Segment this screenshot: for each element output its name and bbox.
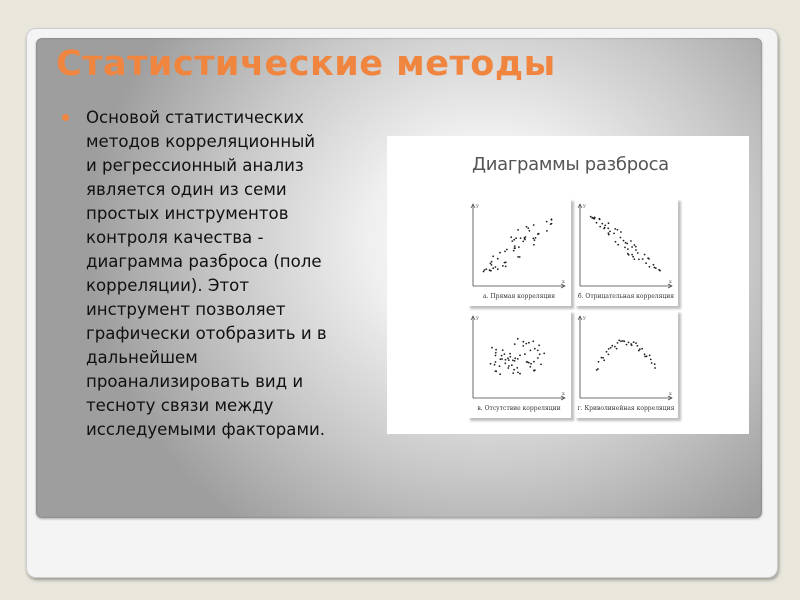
scatter-point [502,349,504,351]
scatter-point [637,345,639,347]
scatter-point [608,348,610,350]
body-line: диаграмма разброса (поле [86,252,322,271]
scatter-point [534,348,536,350]
body-line: является один из семи [86,180,287,199]
scatter-point [505,359,507,361]
scatter-point [598,361,600,363]
scatter-point [513,239,515,241]
scatter-point [539,353,541,355]
scatter-point [507,367,509,369]
scatter-point [551,219,553,221]
scatter-point [514,343,516,345]
scatter-point [624,247,626,249]
scatter-point [483,271,485,273]
scatter-point [630,240,632,242]
scatter-point [514,247,516,249]
y-axis-label: y [476,203,479,209]
scatter-point [525,236,527,238]
body-line: дальнейшем [86,348,198,367]
scatter-point [515,237,517,239]
scatter-point [608,222,610,224]
scatter-point [620,340,622,342]
scatter-point [499,373,501,375]
scatter-point [490,270,492,272]
scatter-point [649,266,651,268]
scatter-point [535,237,537,239]
scatter-point [506,249,508,251]
scatter-point [492,267,494,269]
scatter-point [511,240,513,242]
scatter-point [532,238,534,240]
bullet-dot-icon [62,114,69,121]
scatter-point [598,218,600,220]
scatter-point [654,367,656,369]
scatter-point [491,261,493,263]
scatter-point [631,254,633,256]
scatter-point [592,217,594,219]
scatter-point [644,353,646,355]
scatter-point [499,252,501,254]
scatter-point [631,246,633,248]
scatter-point [628,342,630,344]
scatter-point [508,365,510,367]
scatter-point [510,236,512,238]
y-axis-label: y [583,203,586,209]
scatter-point [626,243,628,245]
scatter-point [494,364,496,366]
scatter-point [614,346,616,348]
scatter-point [530,363,532,365]
scatter-point [537,233,539,235]
scatter-point [485,268,487,270]
scatter-point [514,360,516,362]
scatter-point [500,358,502,360]
body-line: Основой статистических [86,108,304,127]
scatter-point [517,358,519,360]
scatter-point [628,254,630,256]
scatter-plot [467,198,571,293]
scatter-point [492,255,494,257]
body-line: контроля качества - [86,228,264,247]
y-axis-label: y [476,315,479,321]
scatter-point [637,252,639,254]
scatter-point [546,230,548,232]
scatter-point [507,357,509,359]
scatter-point [617,229,619,231]
scatter-point [501,358,503,360]
scatter-point [490,263,492,265]
scatter-point [654,267,656,269]
scatter-point [491,264,493,266]
scatter-point [610,347,612,349]
scatter-point [516,367,518,369]
scatter-point [543,353,545,355]
scatter-point [601,357,603,359]
scatter-point [512,372,514,374]
scatter-point [495,355,497,357]
scatter-point [504,251,506,253]
scatter-point [490,363,492,365]
body-line: исследуемыми факторами. [86,420,326,439]
scatter-point [519,256,521,258]
x-axis-label: x [562,279,565,285]
scatter-point [495,352,497,354]
scatter-point [533,244,535,246]
scatter-point [511,364,513,366]
scatter-point [602,357,604,359]
scatter-point [537,350,539,352]
scatter-point [495,370,497,372]
body-text [86,106,386,442]
scatter-point [608,232,610,234]
scatter-point [497,258,499,260]
scatter-point [646,355,648,357]
scatter-point [524,239,526,241]
scatter-point [540,364,542,366]
scatter-point [613,233,615,235]
diagram-title: Диаграммы разброса [472,154,669,175]
scatter-point [609,231,611,233]
scatter-point [522,341,524,343]
scatter-point [504,262,506,264]
scatter-point [546,221,548,223]
scatter-point [647,257,649,259]
scatter-point [513,369,515,371]
scatter-point [505,266,507,268]
scatter-point [526,361,528,363]
scatter-point [495,349,497,351]
panel-caption: г. Криволинейная корреляция [577,405,675,412]
scatter-point [641,348,643,350]
scatter-point [603,228,605,230]
scatter-point [491,347,493,349]
scatter-point [633,244,635,246]
body-line: простых инструментов [86,204,289,223]
scatter-point [533,224,535,226]
scatter-point [623,340,625,342]
scatter-point [514,357,516,359]
body-line: проанализировать вид и [86,372,304,391]
scatter-point [608,354,610,356]
x-axis-label: x [562,391,565,397]
scatter-point [617,342,619,344]
scatter-point [499,365,501,367]
scatter-point [653,264,655,266]
scatter-point [517,338,519,340]
scatter-point [526,226,528,228]
scatter-point [633,341,635,343]
scatter-point [508,359,510,361]
panel-caption: в. Отсутствие корреляции [477,405,561,412]
scatter-point [502,265,504,267]
scatter-point [625,242,627,244]
scatter-point [616,348,618,350]
scatter-point [632,256,634,258]
scatter-point [639,348,641,350]
scatter-point [504,353,506,355]
scatter-point [522,241,524,243]
scatter-point [495,266,497,268]
scatter-point [650,359,652,361]
scatter-point [638,259,640,261]
body-line: методов корреляционный [86,132,316,151]
scatter-point [651,362,653,364]
scatter-point [620,231,622,233]
scatter-point [504,362,506,364]
scatter-point [615,241,617,243]
body-line: инструмент позволяет [86,300,286,319]
scatter-point [623,240,625,242]
scatter-point [484,269,486,271]
scatter-point [635,249,637,251]
scatter-point [509,353,511,355]
scatter-point [519,373,521,375]
x-axis-label: x [669,279,672,285]
scatter-point [528,362,530,364]
scatter-point [642,258,644,260]
scatter-point [532,340,534,342]
scatter-point [534,239,536,241]
scatter-point [622,340,624,342]
scatter-point [611,345,613,347]
scatter-point [620,237,622,239]
scatter-point [607,227,609,229]
scatter-plot [467,310,571,405]
scatter-point [627,248,629,250]
scatter-point [597,368,599,370]
scatter-point [497,268,499,270]
body-line: тесноту связи между [86,396,274,415]
scatter-point [512,359,514,361]
scatter-point [501,355,503,357]
x-axis-label: x [669,391,672,397]
scatter-point [520,237,522,239]
body-line: корреляции). Этот [86,276,249,295]
scatter-point [522,345,524,347]
panel-caption: б. Отрицательная корреляция [578,293,674,300]
scatter-point [525,343,527,345]
scatter-diagram-image [387,136,749,434]
scatter-point [517,372,519,374]
scatter-point [495,361,497,363]
scatter-point [509,356,511,358]
scatter-point [550,223,552,225]
scatter-point [649,355,651,357]
scatter-point [527,227,529,229]
scatter-point [538,344,540,346]
scatter-point [537,357,539,359]
scatter-point [514,245,516,247]
scatter-point [658,269,660,271]
scatter-point [599,226,601,228]
scatter-point [596,222,598,224]
panel-caption: а. Прямая корреляция [482,293,556,300]
scatter-point [604,225,606,227]
scatter-point [524,353,526,355]
scatter-point [633,258,635,260]
scatter-point [533,370,535,372]
scatter-point [529,366,531,368]
scatter-point [518,246,520,248]
body-line: и регрессионный анализ [86,156,304,175]
scatter-point [513,250,515,252]
scatter-point [654,363,656,365]
scatter-point [601,223,603,225]
scatter-point [528,342,530,344]
scatter-point [530,350,532,352]
y-axis-label: y [583,315,586,321]
scatter-plot [574,198,678,293]
scatter-point [590,216,592,218]
scatter-point [517,256,519,258]
scatter-point [603,359,605,361]
scatter-point [626,344,628,346]
scatter-plot [574,310,678,405]
scatter-point [618,340,620,342]
scatter-point [517,229,519,231]
body-line: графически отобразить и в [86,324,327,343]
scatter-point [606,351,608,353]
scatter-point [635,246,637,248]
scatter-point [519,354,521,356]
scatter-point [529,230,531,232]
scatter-point [617,244,619,246]
scatter-point [631,344,633,346]
scatter-point [644,254,646,256]
scatter-point [614,228,616,230]
slide-title: Статистические методы [56,44,556,84]
scatter-point [635,342,637,344]
scatter-point [645,262,647,264]
scatter-point [533,361,535,363]
